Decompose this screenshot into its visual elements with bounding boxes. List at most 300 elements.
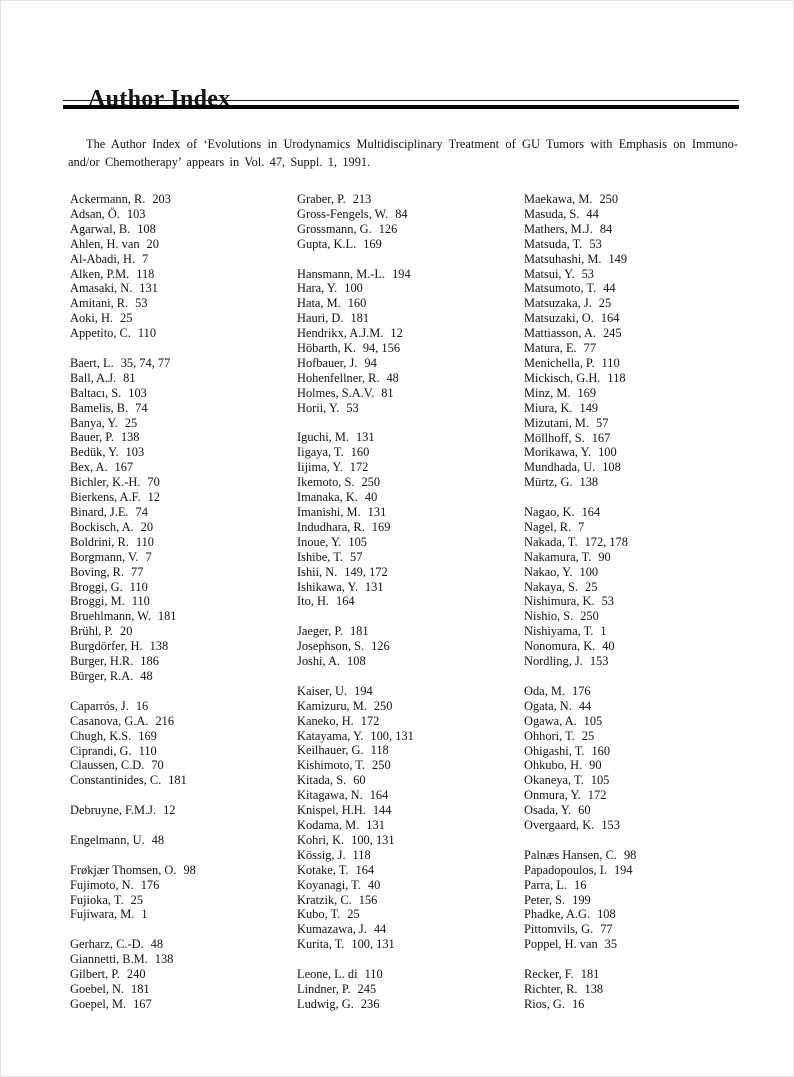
author-name: Matsuhashi, M.	[524, 251, 602, 266]
author-name: Giannetti, B.M.	[70, 952, 148, 967]
author-name: Debruyne, F.M.J.	[70, 803, 157, 818]
author-name: Casanova, G.A.	[70, 713, 149, 728]
index-entry	[524, 788, 738, 803]
page-numbers: 25	[124, 415, 138, 430]
page-numbers: 110	[135, 534, 155, 549]
author-name: Masuda, S.	[524, 206, 580, 221]
page-numbers: 81	[381, 385, 394, 400]
index-entry	[70, 997, 297, 1012]
page-numbers: 25	[598, 296, 612, 311]
page-numbers: 138	[584, 981, 604, 996]
author-name: Ikemoto, S.	[297, 475, 355, 490]
index-entry	[524, 341, 738, 356]
index-entry	[524, 580, 738, 595]
index-group	[297, 684, 524, 952]
page-numbers: 164	[355, 862, 375, 877]
author-name: Lindner, P.	[297, 981, 351, 996]
index-entry	[524, 267, 738, 282]
author-name: Mundhada, U.	[524, 460, 596, 475]
author-name: Matsumoto, T.	[524, 281, 597, 296]
author-name: Nishio, S.	[524, 609, 574, 624]
page-numbers: 172	[360, 713, 380, 728]
author-name: Adsan, Ö.	[70, 206, 120, 221]
author-name: Pittomvils, G.	[524, 922, 594, 937]
author-name: Bierkens, A.F.	[70, 490, 141, 505]
index-group	[524, 684, 738, 833]
page-numbers: 160	[347, 296, 367, 311]
index-entry	[70, 669, 297, 684]
index-column-3	[524, 192, 738, 1012]
page-numbers: 53	[601, 594, 614, 609]
page-numbers: 12	[390, 326, 403, 341]
index-entry	[524, 281, 738, 296]
author-name: Onmura, Y.	[524, 788, 581, 803]
author-name: Banya, Y.	[70, 415, 118, 430]
page-numbers: 149	[608, 251, 628, 266]
page-numbers: 60	[578, 803, 591, 818]
index-entry	[70, 803, 297, 818]
author-name: Alken, P.M.	[70, 266, 130, 281]
page-numbers: 138	[154, 952, 174, 967]
index-entry	[70, 252, 297, 267]
page-numbers: 149	[579, 400, 599, 415]
page-numbers: 12	[147, 490, 160, 505]
page-numbers: 100, 131	[351, 832, 395, 847]
author-name: Minz, M.	[524, 385, 571, 400]
author-name: Nishiyama, T.	[524, 624, 594, 639]
author-name: Matsuzaka, J.	[524, 296, 592, 311]
page-numbers: 25	[585, 579, 598, 594]
author-name: Nagel, R.	[524, 519, 572, 534]
index-entry	[70, 893, 297, 908]
page-numbers: 103	[128, 385, 147, 400]
index-entry	[297, 803, 524, 818]
author-name: Bamelis, B.	[70, 400, 129, 415]
index-entry	[297, 982, 524, 997]
author-name: Kurita, T.	[297, 937, 345, 952]
index-entry	[297, 505, 524, 520]
page-numbers: 181	[350, 311, 370, 326]
author-name: Gross-Fengels, W.	[297, 206, 389, 221]
page-numbers: 118	[352, 847, 371, 862]
page-numbers: 169	[138, 728, 157, 743]
index-entry	[70, 878, 297, 893]
index-entry	[70, 654, 297, 669]
page-numbers: 181	[349, 624, 369, 639]
page-numbers: 131	[366, 818, 385, 832]
index-group	[70, 937, 297, 1012]
author-name: Baltacı, S.	[70, 385, 122, 400]
index-group	[297, 967, 524, 1012]
index-entry	[297, 743, 524, 758]
page-numbers: 74	[135, 505, 148, 520]
page-numbers: 138	[120, 430, 140, 445]
author-name: Rios, G.	[524, 996, 565, 1011]
index-group	[70, 356, 297, 684]
index-entry	[524, 296, 738, 311]
page-numbers: 164	[581, 505, 601, 520]
author-name: Claussen, C.D.	[70, 758, 145, 773]
author-name: Engelmann, U.	[70, 832, 145, 847]
page-numbers: 164	[369, 788, 389, 803]
page-numbers: 90	[589, 758, 602, 773]
index-entry	[297, 296, 524, 311]
author-name: Amasaki, N.	[70, 281, 133, 296]
index-entry	[524, 714, 738, 729]
index-entry	[524, 222, 738, 237]
author-name: Ogata, N.	[524, 698, 572, 713]
index-entry	[70, 863, 297, 878]
page-numbers: 194	[392, 266, 411, 281]
page-numbers: 118	[607, 370, 626, 385]
page-numbers: 138	[149, 639, 169, 654]
page-numbers: 35	[604, 937, 618, 952]
author-name: Nonomura, K.	[524, 639, 596, 654]
author-name: Overgaard, K.	[524, 818, 595, 833]
index-entry	[297, 490, 524, 505]
index-entry	[70, 639, 297, 654]
author-name: Nakaya, S.	[524, 579, 579, 594]
index-entry	[524, 207, 738, 222]
page-numbers: 250	[361, 475, 381, 490]
author-name: Keilhauer, G.	[297, 743, 364, 758]
index-entry	[70, 416, 297, 431]
index-entry	[70, 967, 297, 982]
author-name: Kumazawa, J.	[297, 922, 367, 937]
index-entry	[70, 773, 297, 788]
index-entry	[524, 609, 738, 624]
page-numbers: 110	[601, 355, 620, 370]
index-entry	[524, 773, 738, 788]
author-name: Osada, Y.	[524, 803, 572, 818]
index-entry	[70, 207, 297, 222]
intro-paragraph: The Author Index of ‘Evolutions in Urodynamics Multidisciplinary Treatment of GU Tumors with Emphasis on Immuno- and/or Chemotherapy’ appears in Vol. 47, Suppl. 1, 1991.	[68, 137, 738, 169]
index-entry	[70, 386, 297, 401]
index-entry	[297, 699, 524, 714]
page-numbers: 144	[372, 803, 392, 818]
index-entry	[524, 401, 738, 416]
author-name: Hara, Y.	[297, 281, 338, 296]
page-numbers: 108	[137, 221, 156, 236]
index-group	[297, 267, 524, 416]
index-entry	[524, 445, 738, 460]
author-name: Kratzik, C.	[297, 892, 352, 907]
author-name: Kohri, K.	[297, 832, 345, 847]
author-name: Constantinides, C.	[70, 773, 162, 788]
author-name: Ludwig, G.	[297, 996, 354, 1011]
author-name: Horii, Y.	[297, 400, 340, 415]
author-name: Nakamura, T.	[524, 549, 592, 564]
index-entry	[70, 699, 297, 714]
index-entry	[297, 788, 524, 803]
page-numbers: 118	[136, 266, 155, 281]
page-numbers: 105	[590, 773, 610, 788]
index-entry	[70, 833, 297, 848]
page-numbers: 110	[129, 579, 148, 594]
page-numbers: 20	[140, 519, 154, 534]
index-entry	[297, 893, 524, 908]
title-divider-rule	[63, 100, 739, 109]
author-name: Ishii, N.	[297, 564, 338, 579]
page-numbers: 16	[574, 877, 587, 892]
page-numbers: 216	[155, 713, 175, 728]
index-entry	[297, 624, 524, 639]
author-name: Recker, F.	[524, 967, 574, 982]
index-entry	[297, 356, 524, 371]
author-name: Kubo, T.	[297, 907, 341, 922]
page-numbers: 110	[138, 743, 157, 758]
index-entry	[297, 937, 524, 952]
author-name: Goebel, N.	[70, 981, 125, 996]
author-name: Joshi, A.	[297, 654, 341, 669]
author-name: Hata, M.	[297, 296, 341, 311]
index-entry	[70, 296, 297, 311]
page-numbers: 153	[601, 818, 620, 833]
author-name: Koyanagi, T.	[297, 877, 361, 892]
author-name: Iijima, Y.	[297, 460, 343, 475]
author-name: Grossmann, G.	[297, 221, 372, 236]
index-entry	[297, 594, 524, 609]
page-numbers: 194	[613, 862, 633, 877]
index-entry	[524, 416, 738, 431]
page-numbers: 103	[125, 445, 145, 460]
index-entry	[70, 222, 297, 237]
page-numbers: 213	[352, 192, 372, 206]
index-entry	[524, 565, 738, 580]
author-name: Ohigashi, T.	[524, 743, 585, 758]
page-numbers: 16	[135, 698, 149, 713]
index-entry	[297, 729, 524, 744]
index-entry	[70, 907, 297, 922]
page-numbers: 25	[130, 892, 143, 907]
index-entry	[70, 281, 297, 296]
index-entry	[297, 773, 524, 788]
index-column-1	[70, 192, 297, 1012]
page-numbers: 110	[364, 967, 383, 982]
author-name: Matura, E.	[524, 341, 577, 356]
page-numbers: 245	[602, 326, 622, 341]
page-numbers: 172, 178	[584, 534, 628, 549]
author-name: Graber, P.	[297, 192, 346, 206]
index-entry	[70, 729, 297, 744]
author-name: Phadke, A.G.	[524, 907, 591, 922]
author-name: Burger, H.R.	[70, 654, 134, 669]
author-name: Fujiwara, M.	[70, 907, 135, 922]
index-entry	[70, 192, 297, 207]
page-numbers: 57	[596, 415, 609, 430]
author-name: Boving, R.	[70, 564, 125, 579]
index-group	[70, 833, 297, 848]
index-entry	[297, 445, 524, 460]
page-numbers: 70	[147, 475, 160, 490]
page-numbers: 131	[139, 281, 158, 296]
index-group	[70, 192, 297, 341]
page-numbers: 25	[347, 907, 360, 922]
author-index-columns	[70, 192, 738, 1012]
author-name: Mürtz, G.	[524, 475, 573, 490]
page-numbers: 84	[599, 221, 613, 236]
index-entry	[70, 237, 297, 252]
page-numbers: 44	[603, 281, 616, 296]
index-entry	[70, 445, 297, 460]
index-entry	[70, 401, 297, 416]
index-entry	[297, 401, 524, 416]
index-entry	[70, 609, 297, 624]
author-name: Bürger, R.A.	[70, 668, 134, 683]
author-name: Matsui, Y.	[524, 266, 575, 281]
page-numbers: 40	[602, 639, 615, 654]
page-numbers: 100	[344, 281, 363, 296]
author-name: Fujioka, T.	[70, 892, 124, 907]
author-name: Amitani, R.	[70, 296, 129, 311]
author-name: Binard, J.E.	[70, 505, 129, 520]
index-entry	[70, 267, 297, 282]
index-entry	[297, 848, 524, 863]
page-numbers: 98	[183, 862, 196, 877]
page-numbers: 250	[373, 698, 393, 713]
author-name: Nakada, T.	[524, 534, 578, 549]
page-numbers: 131	[367, 505, 387, 519]
page-numbers: 250	[580, 609, 599, 624]
author-name: Kaiser, U.	[297, 683, 348, 698]
index-entry	[524, 684, 738, 699]
index-entry	[524, 475, 738, 490]
index-entry	[524, 431, 738, 446]
author-name: Ito, H.	[297, 594, 330, 609]
index-entry	[524, 192, 738, 207]
index-entry	[297, 535, 524, 550]
page-numbers: 108	[597, 907, 616, 922]
index-entry	[297, 907, 524, 922]
index-entry	[524, 744, 738, 759]
page-numbers: 164	[600, 311, 620, 326]
index-group	[524, 848, 738, 952]
index-entry	[297, 818, 524, 833]
index-entry	[297, 192, 524, 207]
author-name: Katayama, Y.	[297, 728, 364, 743]
index-entry	[297, 207, 524, 222]
page-numbers: 245	[357, 981, 377, 996]
page-numbers: 126	[378, 221, 398, 236]
index-entry	[297, 714, 524, 729]
page-numbers: 160	[350, 445, 370, 460]
author-name: Ishikawa, Y.	[297, 579, 358, 594]
author-name: Broggi, M.	[70, 594, 125, 609]
page-numbers: 203	[152, 192, 171, 206]
index-entry	[524, 997, 738, 1012]
page-numbers: 77	[583, 341, 597, 356]
page-numbers: 167	[133, 996, 152, 1011]
author-name: Nordling, J.	[524, 654, 583, 669]
index-entry	[70, 714, 297, 729]
page-numbers: 48	[386, 370, 399, 385]
author-name: Nagao, K.	[524, 505, 575, 520]
index-entry	[70, 311, 297, 326]
index-group	[70, 863, 297, 923]
index-entry	[524, 967, 738, 982]
author-name: Morikawa, Y.	[524, 445, 592, 460]
author-name: Brühl, P.	[70, 624, 114, 639]
index-entry	[70, 520, 297, 535]
author-name: Broggi, G.	[70, 579, 123, 594]
index-entry	[524, 937, 738, 952]
page-numbers: 199	[572, 892, 591, 907]
page-numbers: 7	[145, 549, 152, 564]
index-entry	[297, 997, 524, 1012]
author-name: Kodama, M.	[297, 818, 360, 832]
page-numbers: 48	[140, 668, 153, 683]
page-numbers: 138	[579, 475, 599, 490]
index-entry	[70, 565, 297, 580]
page-numbers: 172	[587, 788, 607, 803]
index-entry	[297, 326, 524, 341]
index-entry	[524, 654, 738, 669]
author-name: Boldrini, R.	[70, 534, 129, 549]
page-numbers: 12	[163, 803, 176, 818]
page-numbers: 126	[371, 639, 390, 654]
index-entry	[524, 863, 738, 878]
index-entry	[70, 430, 297, 445]
author-name: Ogawa, A.	[524, 713, 577, 728]
index-group	[297, 624, 524, 669]
page-numbers: 176	[571, 683, 591, 698]
index-group	[70, 699, 297, 788]
author-name: Menichella, P.	[524, 355, 595, 370]
author-name: Ohkubo, H.	[524, 758, 583, 773]
index-entry	[70, 952, 297, 967]
author-name: Gilbert, P.	[70, 967, 120, 982]
page-numbers: 25	[120, 311, 133, 326]
page-numbers: 250	[372, 758, 391, 773]
index-entry	[524, 594, 738, 609]
author-name: Al-Abadi, H.	[70, 251, 136, 266]
index-entry	[70, 460, 297, 475]
page-numbers: 48	[151, 832, 165, 847]
page-numbers: 20	[120, 624, 133, 639]
author-name: Bex, A.	[70, 460, 108, 475]
page-numbers: 74	[135, 400, 148, 415]
page-numbers: 167	[591, 430, 611, 445]
page-numbers: 81	[123, 370, 136, 385]
page-numbers: 149, 172	[344, 564, 388, 579]
page-numbers: 103	[126, 206, 146, 221]
author-name: Okaneya, T.	[524, 773, 584, 788]
author-name: Borgmann, V.	[70, 549, 139, 564]
page-numbers: 94	[364, 355, 377, 370]
author-name: Aoki, H.	[70, 311, 114, 326]
author-name: Parra, L.	[524, 877, 568, 892]
author-name: Richter, R.	[524, 981, 578, 996]
index-entry	[524, 818, 738, 833]
author-name: Mickisch, G.H.	[524, 370, 601, 385]
index-entry	[70, 505, 297, 520]
page-numbers: 40	[367, 877, 381, 892]
page-numbers: 118	[370, 743, 389, 758]
index-entry	[297, 639, 524, 654]
author-name: Ahlen, H. van	[70, 236, 140, 251]
page-numbers: 7	[578, 519, 585, 534]
index-group	[297, 192, 524, 252]
index-entry	[70, 594, 297, 609]
author-name: Kotake, T.	[297, 862, 349, 877]
index-entry	[297, 237, 524, 252]
page-numbers: 20	[146, 236, 159, 251]
index-entry	[70, 356, 297, 371]
author-name: Nakao, Y.	[524, 564, 573, 579]
index-entry	[70, 758, 297, 773]
index-column-2	[297, 192, 524, 1012]
author-name: Jaeger, P.	[297, 624, 343, 639]
